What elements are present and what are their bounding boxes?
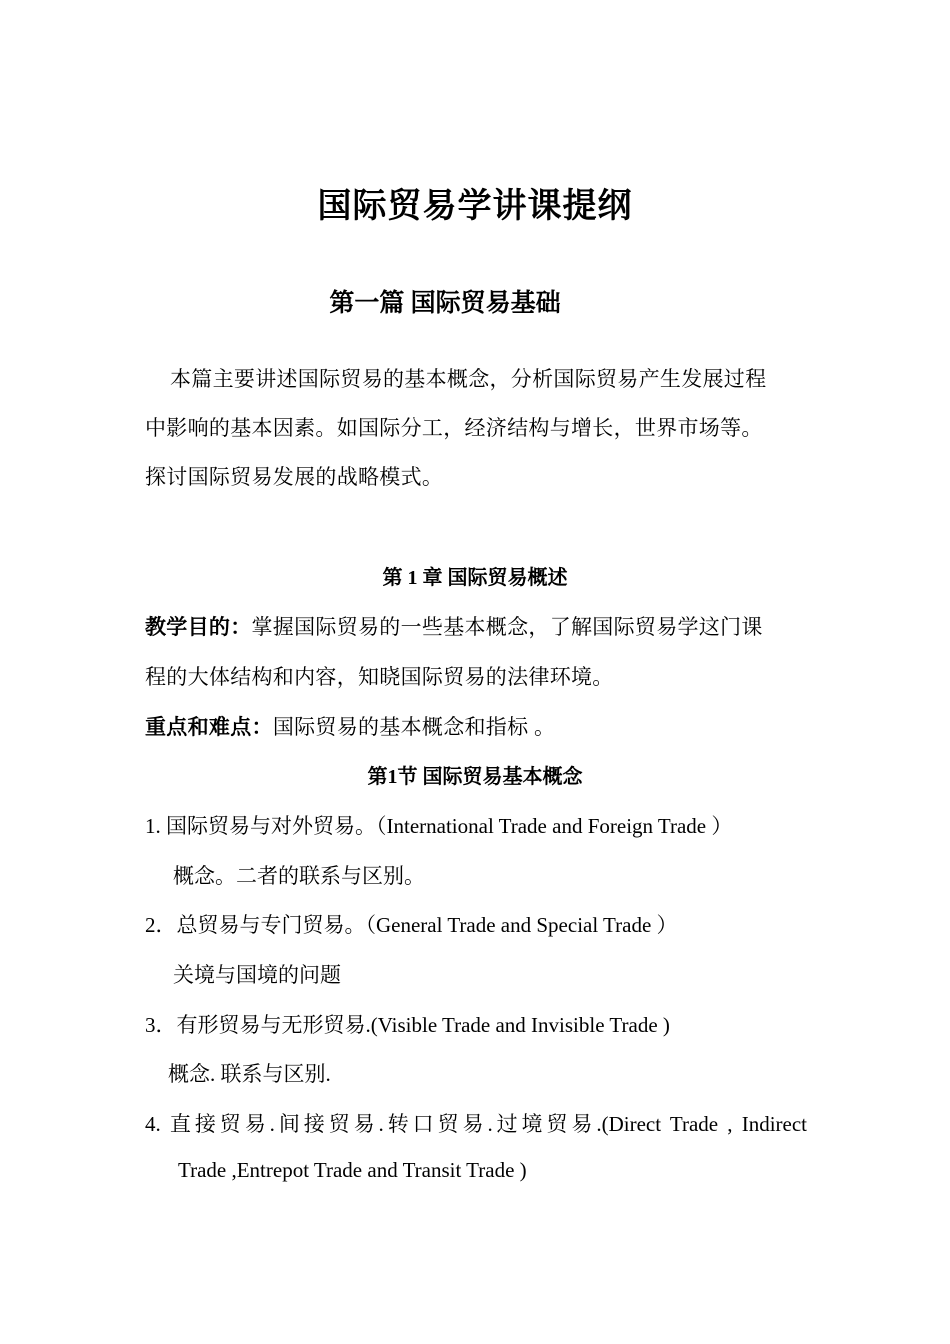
list-item-4-line-1: 4. 直接贸易.间接贸易.转口贸易.过境贸易.(Direct Trade , Indirect [145,1112,807,1136]
key-points-label: 重点和难点： [145,715,273,739]
teaching-goal-text-1: 掌握国际贸易的一些基本概念，了解国际贸易学这门课 [251,615,763,639]
list-item-1-line-2: 概念。二者的联系与区别。 [173,864,425,888]
list-item-2-line-1: 2．总贸易与专门贸易。（General Trade and Special Trade ） [145,913,678,937]
document-title: 国际贸易学讲课提纲 [317,188,633,225]
list-item-3-line-2: 概念. 联系与区别. [168,1062,331,1086]
list-item-1-line-1: 1. 国际贸易与对外贸易。（International Trade and Foreign Trade ） [145,814,733,838]
list-item-4-line-2: Trade ,Entrepot Trade and Transit Trade ) [178,1158,527,1182]
teaching-goal-label: 教学目的： [145,615,252,639]
section-title: 第1节 国际贸易基本概念 [367,766,583,788]
intro-line-3: 探讨国际贸易发展的战略模式。 [145,465,444,489]
chapter-title: 第 1 章 国际贸易概述 [382,567,568,589]
teaching-goal-line-1 [145,611,763,641]
teaching-goal-line-2: 程的大体结构和内容，知晓国际贸易的法律环境。 [145,665,614,689]
key-points-line [145,711,555,741]
part-title: 第一篇 国际贸易基础 [329,290,561,317]
list-item-2-line-2: 关境与国境的问题 [173,963,341,987]
intro-line-1: 本篇主要讲述国际贸易的基本概念，分析国际贸易产生发展过程 [170,367,767,391]
key-points-text: 国际贸易的基本概念和指标 。 [272,715,556,739]
intro-line-2: 中影响的基本因素。如国际分工，经济结构与增长，世界市场等。 [145,416,763,440]
list-item-3-line-1: 3．有形贸易与无形贸易.(Visible Trade and Invisible Trade ) [145,1013,670,1037]
